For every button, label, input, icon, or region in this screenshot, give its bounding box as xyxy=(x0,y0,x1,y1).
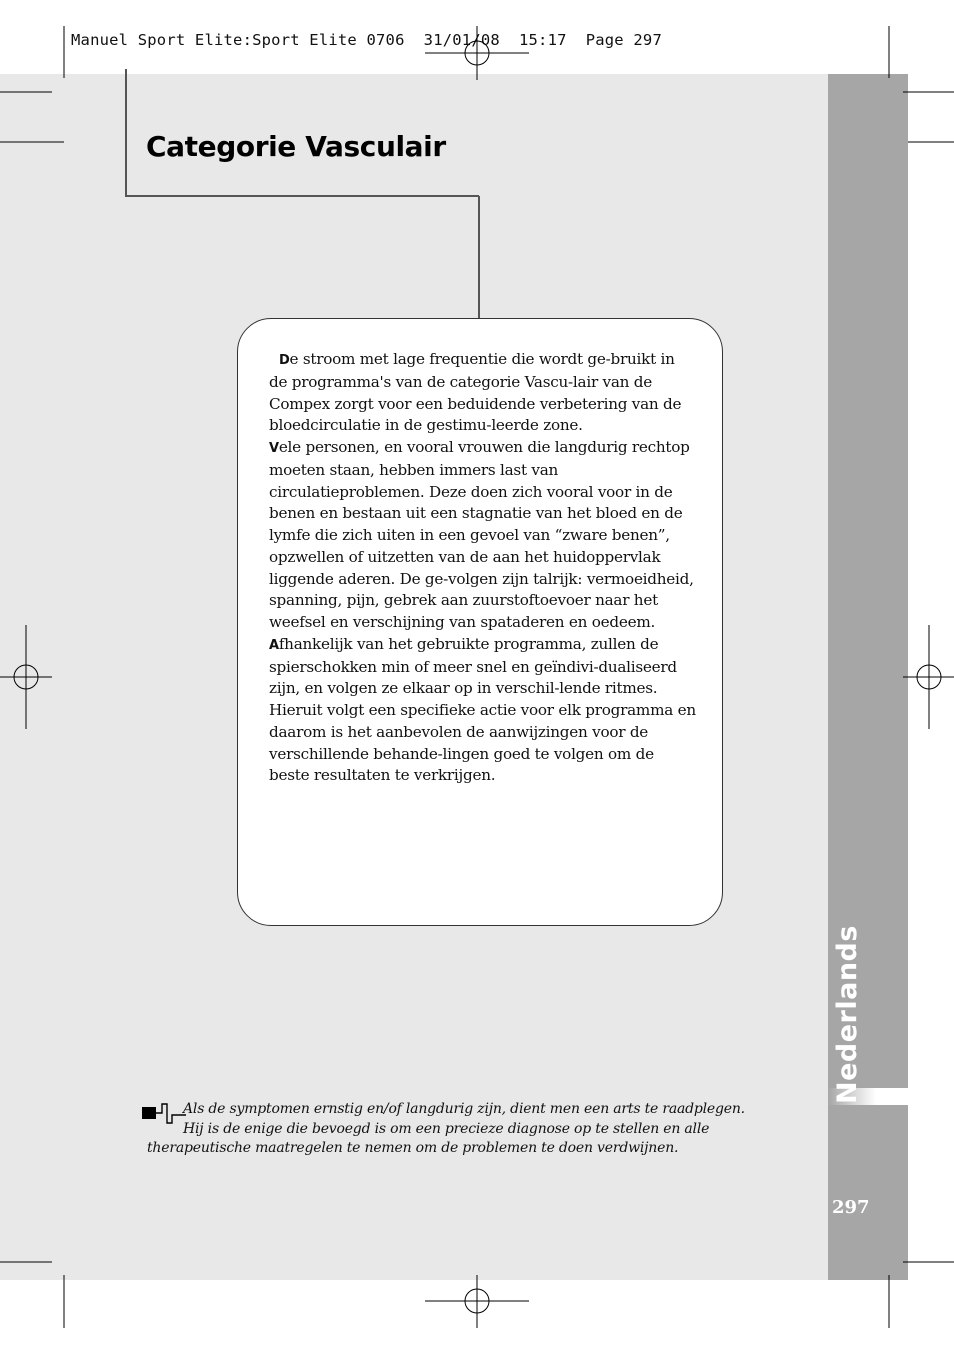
paragraph-text: fhankelijk van het gebruikte programma, zullen de spierschokken min of meer snel en geïndivi-dualiseerd zijn, en volgen ze elkaar op in verschil-lende ritmes. Hieruit volgt een specifieke actie voor elk programma en daarom is het aanbevolen de aanwijzingen voor de verschillende behande-lingen goed te volgen om de beste resultaten te verkrijgen. xyxy=(269,634,696,785)
note-line-2: Hij is de enige die bevoegd is om een precieze diagnose op te stellen en alle xyxy=(183,1120,710,1137)
paragraph-text: e stroom met lage frequentie die wordt ge-bruikt in de programma's van de categorie Vascu-lair van de Compex zorgt voor een beduidende verbetering van de bloedcirculatie in de gestimu-leerde zone. xyxy=(269,350,682,435)
initial-letter: A xyxy=(269,637,279,653)
initial-letter: V xyxy=(269,441,279,456)
note-line-1: Als de symptomen ernstig en/of langdurig zijn, dient men een arts te raadplegen. xyxy=(183,1101,745,1117)
language-label: Nederlands xyxy=(832,925,863,1104)
note-line-3: therapeutische maatregelen te nemen om de problemen te doen verdwijnen. xyxy=(147,1140,679,1156)
page-number: 297 xyxy=(832,1197,870,1218)
paragraph-text: ele personen, en vooral vrouwen die langdurig rechtop moeten staan, hebben immers last van circulatieproblemen. Deze doen zich vooral voor in de benen en bestaan uit een stagnatie van het bloed en de lymfe die zich uiten in een gevoel van “zware benen”, opzwellen of uitzetten van de aan het huidoppervlak liggende aderen. De ge-volgen zijn talrijk: vermoeidheid, spanning, pijn, gebrek aan zuurstoftoevoer naar het weefsel en verschijning van spataderen en oedeem. xyxy=(269,438,694,631)
initial-letter: D xyxy=(279,353,290,368)
page-title: Categorie Vasculair xyxy=(146,130,446,163)
print-slug-line: Manuel Sport Elite:Sport Elite 0706 31/01/08 15:17 Page 297 xyxy=(71,31,662,49)
